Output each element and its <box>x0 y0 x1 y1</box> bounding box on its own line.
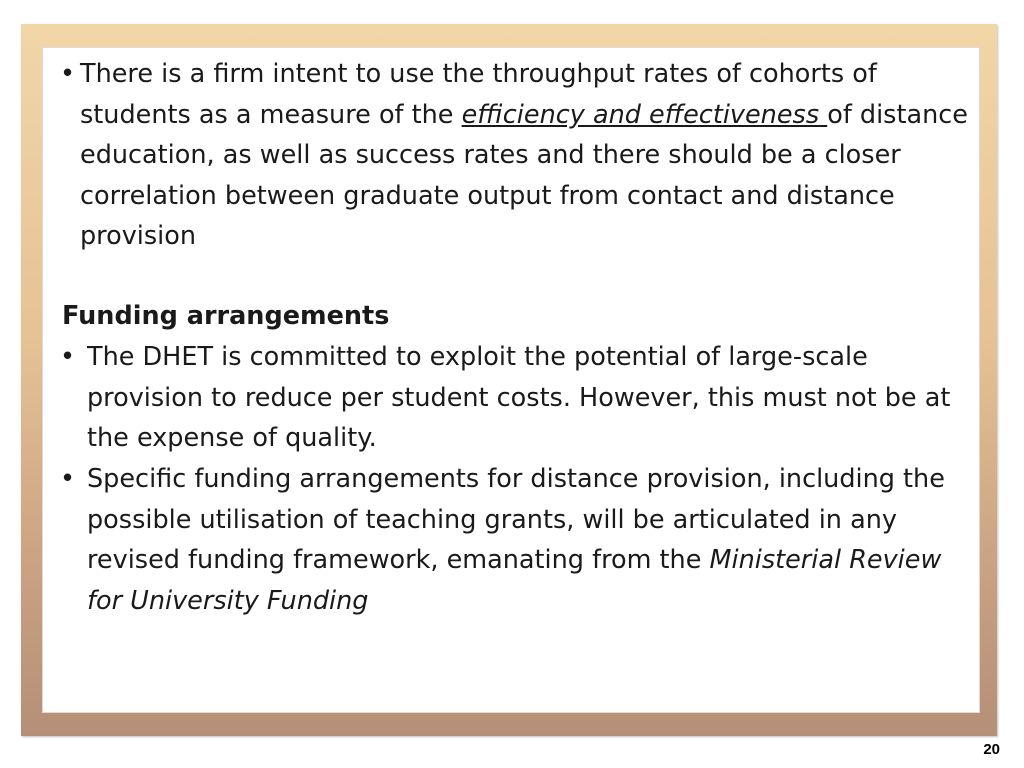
bullet-dhet <box>60 337 967 459</box>
bullet-funding-framework-text: Specific funding arrangements for distance provision, including the possible utilisation of teaching grants, will be articulated in any revised funding framework, emanating from the <box>87 464 945 576</box>
bullet-dot: • <box>60 464 76 494</box>
ministerial-review-emphasis: Ministerial Review for University Funding <box>87 545 942 616</box>
bullet-dot: • <box>60 342 76 372</box>
bullet-dot: • <box>60 59 76 89</box>
bullet-throughput <box>60 54 980 257</box>
bullet-dhet-text: The DHET is committed to exploit the potential of large-scale provision to reduce per student costs. However, this must not be at the expense of quality. <box>87 342 951 454</box>
efficiency-effectiveness-emphasis: efficiency and effectiveness <box>461 99 828 130</box>
content-panel <box>42 47 980 713</box>
bullet-throughput-text: There is a firm intent to use the throughput rates of cohorts of students as a measure of the <box>80 59 877 130</box>
bullet-funding-framework <box>60 459 967 621</box>
page-number: 20 <box>983 741 1000 758</box>
funding-arrangements-heading: Funding arrangements <box>62 301 390 331</box>
bullet-throughput-text-end: of distance education, as well as success rates and there should be a closer correlation between graduate output from contact and distance provision <box>80 99 968 252</box>
